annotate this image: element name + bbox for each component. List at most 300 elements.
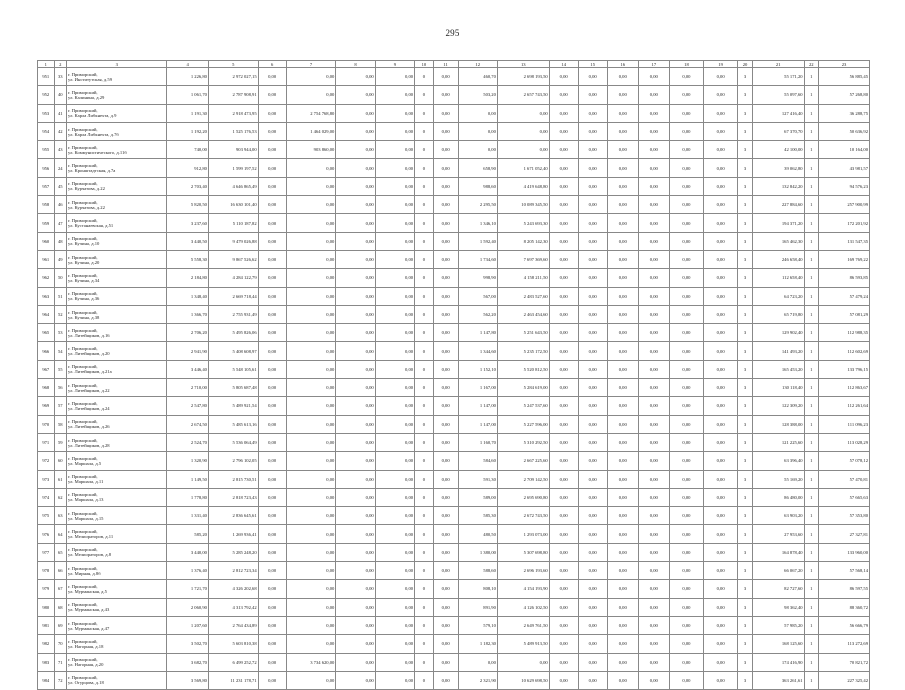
table-cell: 984 [38,671,55,689]
table-cell: 1 [804,598,819,616]
address-cell: г. Приморский, ул. Литейщиков, д.24 [66,397,167,415]
table-cell: 164 878,40 [752,543,804,561]
table-cell: 0,00 [549,507,578,525]
address-cell: г. Приморский, ул. Огурцова, д.18 [66,671,167,689]
table-cell: 3 [738,104,753,122]
table-cell: 52 [54,305,66,323]
table-cell: 0,00 [638,635,669,653]
table-cell: 0,00 [607,671,638,689]
table-cell: 1 061,70 [167,86,208,104]
table-cell: 2 796 102,05 [208,452,258,470]
table-cell: 1 [804,104,819,122]
table-cell: 48 [54,232,66,250]
table-cell: 2 649 761,50 [497,616,549,634]
table-cell: 966 [38,342,55,360]
table-cell: 0,00 [704,250,738,268]
table-row [38,598,870,616]
table-cell: 0,00 [578,580,607,598]
address-cell: г. Приморский, ул. Литейщиков, д.28 [66,433,167,451]
table-cell: 0,00 [336,250,375,268]
table-cell: 0,00 [704,397,738,415]
table-cell: 0,00 [704,360,738,378]
table-cell: 0,00 [433,415,458,433]
table-cell: 0,00 [638,598,669,616]
table-cell: 0,00 [578,177,607,195]
table-cell: 0,00 [549,525,578,543]
table-cell: 64 [54,525,66,543]
table-cell: 0,00 [375,214,414,232]
address-cell: г. Приморский, ул. Кучина, д.34 [66,269,167,287]
table-cell: 974 [38,488,55,506]
address-cell: г. Приморский, ул. Кучина, д.36 [66,287,167,305]
table-cell: 51 [54,287,66,305]
column-number-10: 10 [415,61,434,68]
table-cell: 27 953,60 [752,525,804,543]
table-cell: 127 416,40 [752,104,804,122]
table-cell: 0,00 [336,580,375,598]
table-cell: 5 603 810,38 [208,635,258,653]
table-cell: 0,00 [286,250,336,268]
table-cell: 3 502,70 [167,635,208,653]
table-cell: 0,00 [497,141,549,159]
table-cell: 0,00 [433,598,458,616]
table-cell: 0,00 [578,452,607,470]
table-cell: 0,00 [607,287,638,305]
table-cell: 57 [54,397,66,415]
column-number-15: 15 [578,61,607,68]
table-cell: 0,00 [704,671,738,689]
column-number-2: 2 [54,61,66,68]
table-row [38,196,870,214]
table-cell: 0,00 [286,616,336,634]
table-cell: 0,00 [669,562,703,580]
table-row [38,415,870,433]
table-cell: 2 295,50 [458,196,497,214]
table-cell: 0 [415,507,434,525]
table-cell: 0 [415,397,434,415]
table-cell: 133 960,00 [819,543,870,561]
table-cell: 3 [738,525,753,543]
table-cell: 86 480,00 [752,488,804,506]
table-row [38,397,870,415]
column-number-9: 9 [375,61,414,68]
table-cell: 1 [804,525,819,543]
table-cell: 1 778,80 [167,488,208,506]
table-cell: 0 [415,562,434,580]
table-cell: 57 479,24 [819,287,870,305]
table-cell: 2 941,90 [167,342,208,360]
table-cell: 0,00 [638,488,669,506]
table-cell: 2 667 225,60 [497,452,549,470]
table-cell: 0 [415,214,434,232]
table-cell: 0,00 [286,196,336,214]
table-cell: 0,00 [607,86,638,104]
table-cell: 0,00 [433,177,458,195]
table-cell: 1 167,00 [458,379,497,397]
table-cell: 122 309,20 [752,397,804,415]
table-cell: 112 863,67 [819,379,870,397]
table-cell: 0,00 [669,470,703,488]
address-cell: г. Приморский, ул. Институтская, д.59 [66,68,167,86]
table-cell: 0,00 [549,635,578,653]
table-cell: 3 [738,671,753,689]
table-cell: 5 489 921,54 [208,397,258,415]
table-cell: 0,00 [433,653,458,671]
table-row [38,122,870,140]
table-cell: 0,00 [433,470,458,488]
table-cell: 0,00 [286,232,336,250]
column-number-19: 19 [704,61,738,68]
table-cell: 0,00 [578,122,607,140]
table-cell: 1 [804,177,819,195]
table-cell: 589,00 [458,488,497,506]
table-cell: 98 362,40 [752,598,804,616]
table-cell: 3 [738,214,753,232]
table-cell: 0,00 [433,232,458,250]
table-cell: 94 576,23 [819,177,870,195]
table-cell: 63 396,40 [752,452,804,470]
table-cell: 1 [804,214,819,232]
table-cell: 0,00 [433,68,458,86]
table-cell: 0,00 [258,616,286,634]
table-cell: 10 629 698,50 [497,671,549,689]
table-cell: 60 [54,452,66,470]
table-cell: 3 [738,616,753,634]
table-cell: 56 [54,379,66,397]
table-cell: 579,10 [458,616,497,634]
table-cell: 0,00 [549,671,578,689]
table-cell: 46 [54,196,66,214]
table-cell: 0,00 [433,214,458,232]
table-cell: 0,00 [375,159,414,177]
table-cell: 1 [804,488,819,506]
table-cell: 0,00 [704,324,738,342]
table-cell: 0,00 [549,68,578,86]
table-cell: 0,00 [607,616,638,634]
table-cell: 36 288,75 [819,104,870,122]
table-cell: 5 536 064,49 [208,433,258,451]
table-cell: 111 096,23 [819,415,870,433]
table-cell: 952 [38,86,55,104]
register-table [37,60,870,690]
table-cell: 1 346,10 [458,214,497,232]
table-cell: 0,00 [286,159,336,177]
table-cell: 970 [38,415,55,433]
table-cell: 588,60 [458,562,497,580]
table-cell: 0 [415,379,434,397]
table-cell: 5 285 248,20 [208,543,258,561]
table-cell: 3 [738,470,753,488]
table-cell: 0,00 [286,379,336,397]
table-cell: 0,00 [578,470,607,488]
address-cell: г. Приморский, ул. Мурманская, д.43 [66,598,167,616]
table-cell: 3 440,00 [167,543,208,561]
table-cell: 965 [38,324,55,342]
table-cell: 0,00 [375,543,414,561]
table-cell: 0 [415,232,434,250]
table-cell: 2 321,90 [458,671,497,689]
table-cell: 3 [738,379,753,397]
table-cell: 0,00 [286,397,336,415]
table-cell: 82 727,60 [752,580,804,598]
table-cell: 86 597,55 [819,580,870,598]
table-cell: 0,00 [578,543,607,561]
table-cell: 0,00 [704,269,738,287]
table-cell: 0,00 [669,269,703,287]
column-number-6: 6 [258,61,286,68]
table-row [38,360,870,378]
table-cell: 4 126 102,50 [497,598,549,616]
table-row [38,653,870,671]
table-cell: 0,00 [578,671,607,689]
table-cell: 55 097,60 [752,86,804,104]
address-cell: г. Приморский, ул. Литейщиков, д.21а [66,360,167,378]
table-cell: 57 078,12 [819,452,870,470]
table-cell: 4 284 122,79 [208,269,258,287]
table-cell: 0,00 [669,488,703,506]
table-cell: 0,00 [336,379,375,397]
table-cell: 4 158 211,50 [497,269,549,287]
table-cell: 2 815 730,51 [208,470,258,488]
table-cell: 0,00 [669,177,703,195]
table-cell: 1 380,00 [458,543,497,561]
table-cell: 0,00 [704,415,738,433]
table-cell: 658,90 [458,159,497,177]
table-cell: 5 495 826,06 [208,324,258,342]
table-cell: 0,00 [375,232,414,250]
table-cell: 968 [38,379,55,397]
table-cell: 1 376,40 [167,562,208,580]
column-number-18: 18 [669,61,703,68]
table-cell: 0,00 [336,196,375,214]
table-cell: 165 453,20 [752,360,804,378]
table-cell: 0,00 [669,342,703,360]
table-cell: 0,00 [375,525,414,543]
table-cell: 0,00 [549,653,578,671]
table-cell: 0,00 [286,598,336,616]
table-cell: 0,00 [375,379,414,397]
table-cell: 1 269 936,41 [208,525,258,543]
table-cell: 57 470,81 [819,470,870,488]
table-cell: 0,00 [638,159,669,177]
table-cell: 0 [415,598,434,616]
table-cell: 69 [54,616,66,634]
table-cell: 0,00 [704,122,738,140]
table-cell: 70 821,72 [819,653,870,671]
table-cell: 50 636,92 [819,122,870,140]
table-cell: 0,00 [704,653,738,671]
table-cell: 0,00 [578,196,607,214]
address-cell: г. Приморский, ул. Маршала, д.11 [66,470,167,488]
table-cell: 0,00 [336,177,375,195]
table-cell: 2 483 527,60 [497,287,549,305]
table-cell: 903 944,00 [208,141,258,159]
table-cell: 0,00 [336,141,375,159]
table-cell: 0,00 [704,177,738,195]
column-number-14: 14 [549,61,578,68]
table-cell: 0,00 [336,68,375,86]
table-cell: 71 [54,653,66,671]
table-row [38,525,870,543]
table-cell: 0,00 [336,543,375,561]
table-cell: 0,00 [638,68,669,86]
table-cell: 0,00 [704,525,738,543]
table-cell: 3 734 620,00 [286,653,336,671]
column-number-13: 13 [497,61,549,68]
table-cell: 0,00 [258,653,286,671]
table-cell: 0,00 [578,232,607,250]
table-cell: 0,00 [336,415,375,433]
table-cell: 0,00 [286,86,336,104]
table-cell: 0,00 [286,470,336,488]
table-cell: 0,00 [497,104,549,122]
table-cell: 0 [415,104,434,122]
table-cell: 0,00 [286,452,336,470]
table-row [38,159,870,177]
table-cell: 980 [38,598,55,616]
table-cell: 0 [415,525,434,543]
table-cell: 0,00 [433,269,458,287]
table-row [38,141,870,159]
table-cell: 5 251 643,50 [497,324,549,342]
table-cell: 1 [804,269,819,287]
table-cell: 0,00 [375,86,414,104]
table-cell: 1 721,70 [167,580,208,598]
table-cell: 0,00 [286,543,336,561]
table-cell: 5 408 608,97 [208,342,258,360]
column-number-row [38,61,870,68]
table-cell: 0,00 [375,177,414,195]
table-cell: 3 [738,580,753,598]
table-cell: 4 326 202,68 [208,580,258,598]
table-cell: 0,00 [336,122,375,140]
address-cell: г. Приморский, ул. Курчатова, д.22 [66,196,167,214]
table-cell: 0 [415,452,434,470]
table-cell: 4 313 792,42 [208,598,258,616]
table-cell: 0,00 [336,86,375,104]
table-cell: 0,00 [433,397,458,415]
table-cell: 1 293 073,00 [497,525,549,543]
table-cell: 0,00 [578,159,607,177]
table-cell: 112 658,40 [752,269,804,287]
table-cell: 0,00 [607,653,638,671]
table-cell: 0,00 [704,433,738,451]
table-cell: 0,00 [607,196,638,214]
table-cell: 1 344,60 [458,342,497,360]
table-cell: 0,00 [375,598,414,616]
table-cell: 0,00 [669,324,703,342]
table-cell: 960 [38,232,55,250]
table-cell: 0,00 [258,598,286,616]
table-cell: 86 593,85 [819,269,870,287]
table-cell: 0,00 [286,305,336,323]
table-cell: 57 081,29 [819,305,870,323]
table-cell: 0,00 [433,671,458,689]
table-cell: 0,00 [258,433,286,451]
table-cell: 67 370,70 [752,122,804,140]
table-cell: 3 [738,543,753,561]
table-cell: 0,00 [258,562,286,580]
address-cell: г. Приморский, ул. Кучина, д.38 [66,305,167,323]
table-cell: 3 [738,141,753,159]
table-cell: 257 900,99 [819,196,870,214]
table-cell: 1 599 197,52 [208,159,258,177]
table-cell: 0,00 [433,342,458,360]
table-cell: 0,00 [336,214,375,232]
table-cell: 1 [804,397,819,415]
table-cell: 0,00 [549,86,578,104]
table-cell: 0,00 [375,671,414,689]
table-cell: 0,00 [258,214,286,232]
table-cell: 0,00 [607,598,638,616]
table-cell: 72 [54,671,66,689]
table-cell: 0,00 [607,269,638,287]
table-cell: 0,00 [638,104,669,122]
table-cell: 0,00 [258,159,286,177]
table-cell: 1 147,80 [458,324,497,342]
table-cell: 567,00 [458,287,497,305]
table-cell: 0,00 [458,653,497,671]
table-cell: 0,00 [607,635,638,653]
table-cell: 165 462,30 [752,232,804,250]
table-cell: 0,00 [638,415,669,433]
address-cell: г. Приморский, ул. Коммунистического, д.11б [66,141,167,159]
table-cell: 0,00 [549,159,578,177]
table-cell: 0,00 [336,525,375,543]
table-cell: 2 696 193,60 [497,562,549,580]
table-cell: 0,00 [638,452,669,470]
table-cell: 3 [738,360,753,378]
table-cell: 0,00 [669,616,703,634]
table-cell: 3 [738,507,753,525]
table-cell: 128 388,00 [752,415,804,433]
table-cell: 0,00 [638,86,669,104]
table-cell: 0,00 [549,452,578,470]
table-cell: 55 [54,360,66,378]
table-cell: 0,00 [607,507,638,525]
table-cell: 0,00 [433,250,458,268]
table-cell: 0,00 [669,250,703,268]
table-cell: 5 284 619,00 [497,379,549,397]
table-cell: 1 464 029,00 [286,122,336,140]
table-cell: 0,00 [286,287,336,305]
table-cell: 1 [804,580,819,598]
table-cell: 0,00 [578,141,607,159]
table-cell: 0,00 [336,616,375,634]
table-cell: 88 360,72 [819,598,870,616]
table-cell: 0,00 [607,122,638,140]
table-cell: 1 182,30 [458,635,497,653]
table-cell: 5 243 693,30 [497,214,549,232]
address-cell: г. Приморский, ул. Мирная, д.8б [66,562,167,580]
table-cell: 4 419 648,80 [497,177,549,195]
table-cell: 978 [38,562,55,580]
table-cell: 3 237,60 [167,214,208,232]
table-cell: 967 [38,360,55,378]
table-cell: 0 [415,324,434,342]
address-cell: г. Приморский, ул. Мелиораторов, д.8 [66,543,167,561]
table-cell: 0,00 [549,598,578,616]
table-row [38,452,870,470]
table-cell: 363 261,61 [752,671,804,689]
table-cell: 0,00 [497,122,549,140]
table-cell: 194 371,20 [752,214,804,232]
table-cell: 5 489 913,50 [497,635,549,653]
table-row [38,635,870,653]
table-cell: 3 [738,196,753,214]
table-cell: 0 [415,653,434,671]
table-cell: 57 268,80 [819,86,870,104]
